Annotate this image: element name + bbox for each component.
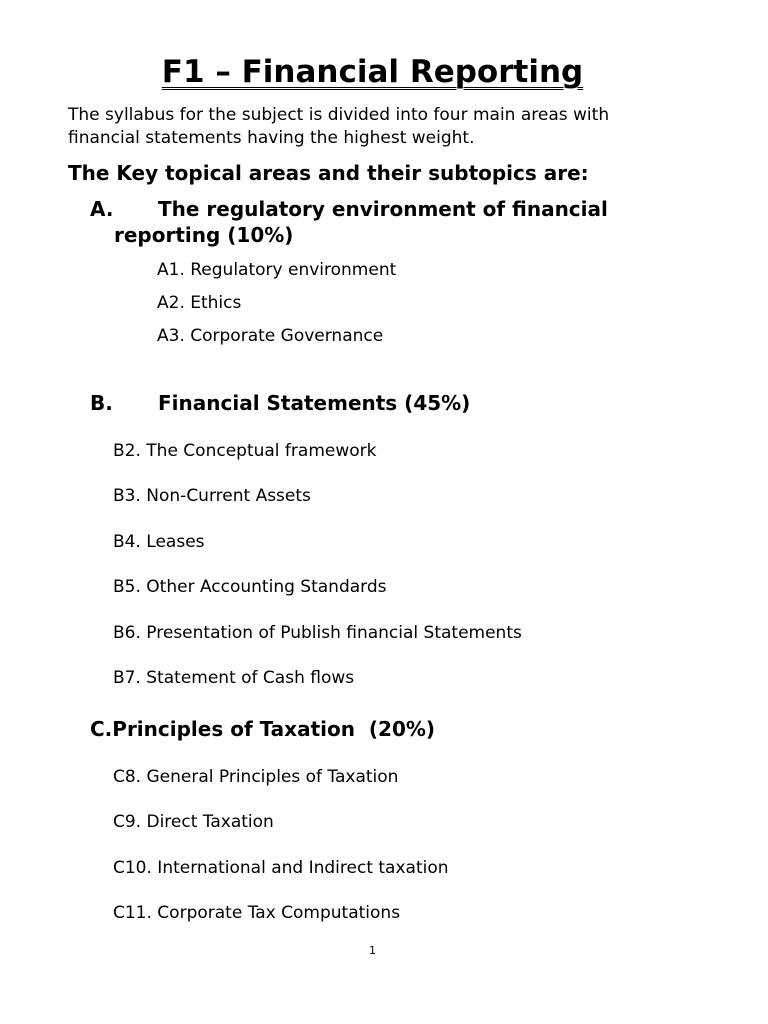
section-c-heading	[90, 716, 435, 742]
list-item: B4. Leases	[113, 532, 205, 552]
key-areas-heading: The Key topical areas and their subtopics are:	[68, 161, 589, 185]
list-item: B5. Other Accounting Standards	[113, 577, 387, 597]
intro-paragraph: The syllabus for the subject is divided into four main areas with financial statements having the highest weight.	[68, 105, 610, 148]
list-item: A2. Ethics	[157, 293, 242, 313]
section-a-title-line1: The regulatory environment of financial	[158, 197, 608, 221]
list-item: A1. Regulatory environment	[157, 260, 397, 280]
page-title: F1 – Financial Reporting	[161, 54, 584, 90]
list-item: A3. Corporate Governance	[157, 326, 384, 346]
section-c-title: Principles of Taxation (20%)	[112, 717, 436, 741]
section-a-letter: A.	[90, 197, 114, 221]
list-item: C9. Direct Taxation	[113, 812, 274, 832]
section-b-heading	[90, 390, 470, 416]
section-c-letter: C.	[90, 717, 113, 741]
section-a-heading	[90, 196, 608, 222]
page-number: 1	[369, 944, 376, 957]
list-item: B2. The Conceptual framework	[113, 441, 377, 461]
section-b-title: Financial Statements (45%)	[158, 391, 471, 415]
list-item: B7. Statement of Cash flows	[113, 668, 355, 688]
list-item: B3. Non-Current Assets	[113, 486, 311, 506]
section-a-title-line2: reporting (10%)	[114, 223, 294, 247]
list-item: C8. General Principles of Taxation	[113, 767, 399, 787]
list-item: C11. Corporate Tax Computations	[113, 903, 401, 923]
list-item: B6. Presentation of Publish financial Statements	[113, 623, 522, 643]
list-item: C10. International and Indirect taxation	[113, 858, 449, 878]
section-b-letter: B.	[90, 391, 113, 415]
